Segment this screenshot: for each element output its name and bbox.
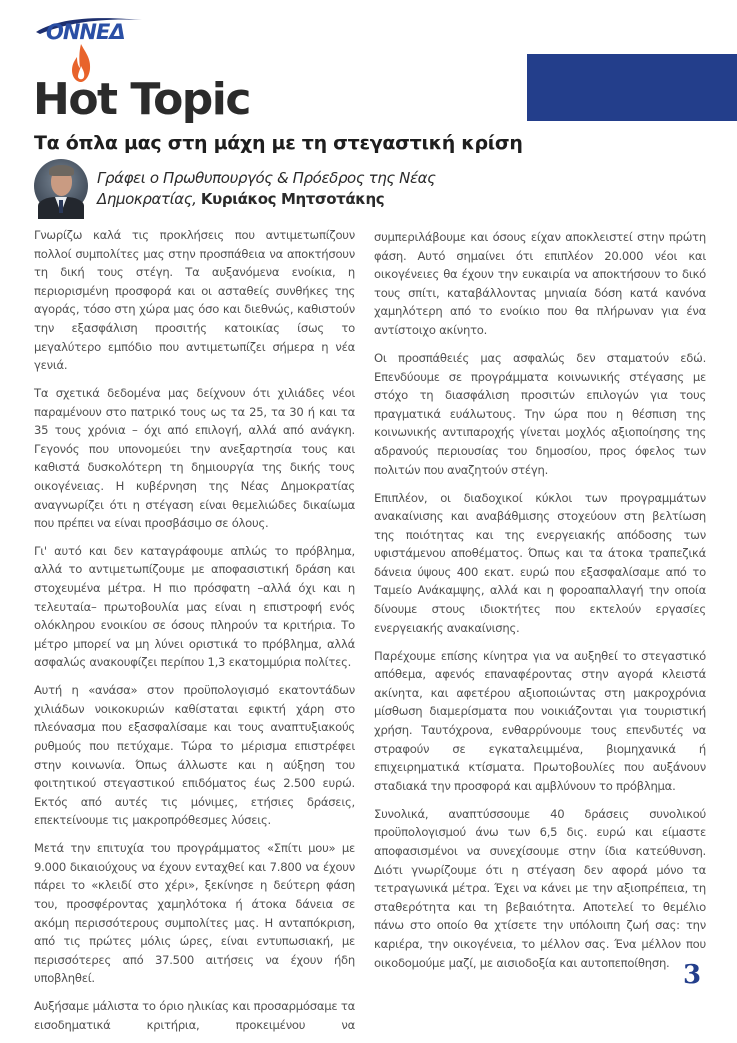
author-avatar: [34, 159, 88, 213]
paragraph: Γνωρίζω καλά τις προκλήσεις που αντιμετωπίζουν πολλοί συμπολίτες μας στην προσπάθεια να αποκτήσουν τη δική τους στέγη. Τα αυξανόμενα ενοίκια, η περιορισμένη προσφορά και οι ασταθείς συνθήκες της αγοράς, τόσο στη χώρα μας όσο και διεθνώς, καθιστούν την εξασφάλιση προσιτής κατοικίας ίσως το μεγαλύτερο εμπόδιο που αντιμετωπίζει σήμερα η νέα γενιά.: [34, 228, 355, 373]
svg-text:ΟΝΝΕΔ: ΟΝΝΕΔ: [46, 20, 125, 44]
page-number: 3: [683, 960, 702, 990]
accent-bar: [527, 54, 737, 121]
paragraph: Αυξήσαμε μάλιστα το όριο ηλικίας και προσαρμόσαμε τα εισοδηματικά κριτήρια, προκειμένου να: [34, 999, 355, 1032]
article-headline: Τα όπλα μας στη μάχη με τη στεγαστική κρίση: [34, 132, 523, 154]
article-column-right: [374, 228, 706, 982]
byline-line-2: [97, 189, 436, 210]
section-title: Hot Topic: [33, 74, 250, 125]
byline: [97, 168, 436, 210]
paragraph: Συνολικά, αναπτύσσουμε 40 δράσεις συνολικού προϋπολογισμού άνω των 6,5 δις. ευρώ και είμαστε αποφασισμένοι να συνεχίσουμε στην ίδια κατεύθυνση. Διότι γνωρίζουμε ότι η στέγαση δεν αφορά μόνο τα τετραγωνικά μέτρα. Έχει να κάνει με την αξιοπρέπεια, τη σταθερότητα και τη βεβαιότητα. Αποτελεί το θεμέλιο πάνω στο οποίο θα χτίσετε την υπόλοιπη ζωή σας: την καριέρα, την οικογένεια, το μέλλον σας. Ένα μέλλον που οικοδομούμε μαζί, με αισιοδοξία και αυτοπεποίθηση.: [374, 806, 706, 970]
byline-prefix: Δημοκρατίας,: [97, 190, 201, 208]
paragraph: Αυτή η «ανάσα» στον προϋπολογισμό εκατοντάδων χιλιάδων νοικοκυριών καθίσταται εφικτή χάρη στο πλεόνασμα που εξασφαλίσαμε και τους αναπτυξιακούς ρυθμούς που πετύχαμε. Τώρα το μέρισμα επιστρέφει στην κοινωνία. Όπως άλλωστε και η αύξηση του φοιτητικού στεγαστικού επιδόματος έως 2.500 ευρώ. Εκτός από αυτές τις μόνιμες, ετήσιες δράσεις, επεκτείνουμε τις μακροπρόθεσμες λύσεις.: [34, 683, 355, 828]
paragraph: Οι προσπάθειές μας ασφαλώς δεν σταματούν εδώ. Επενδύουμε σε προγράμματα κοινωνικής στέγασης με στόχο τη διασφάλιση προσιτών επιλογών για τους πραγματικά ευάλωτους. Την ώρα που η θέσπιση της κοινωνικής αντιπαροχής γίνεται μοχλός αξιοποίησης της αδρανούς περιουσίας του δημοσίου, προς όφελος των πολιτών που αναζητούν στέγη.: [374, 350, 706, 477]
paragraph: Γι' αυτό και δεν καταγράφουμε απλώς το πρόβλημα, αλλά το αντιμετωπίζουμε με αποφασιστική δράση και στοχευμένα μέτρα. Η πιο πρόσφατη –αλλά όχι και η τελευταία– πρωτοβουλία μας είναι η επιστροφή ενός ολόκληρου ενοικίου σε όσους πληρούν τα κριτήρια. Το μέτρο μπορεί να μη λύνει οριστικά το πρόβλημα, αλλά ασφαλώς ανακουφίζει περίπου 1,3 εκατομμύρια πολίτες.: [34, 543, 355, 670]
paragraph: Επιπλέον, οι διαδοχικοί κύκλοι των προγραμμάτων ανακαίνισης και αναβάθμισης στοχεύουν στη βελτίωση της ποιότητας και της ενεργειακής απόδοσης των υφιστάμενου αποθέματος. Όπως και τα άτοκα τραπεζικά δάνεια ύψους 400 εκατ. ευρώ που εξασφαλίσαμε από το Ταμείο Ανάκαμψης, αλλά και η φοροαπαλλαγή την οποία δίνουμε στους ιδιοκτήτες που εκτελούν εργασίες ενεργειακής ανακαίνισης.: [374, 490, 706, 635]
paragraph: Παρέχουμε επίσης κίνητρα για να αυξηθεί το στεγαστικό απόθεμα, αφενός επαναφέροντας στην αγορά κλειστά ακίνητα, και αφετέρου αξιοποιώντας στη μακροχρόνια μίσθωση διαμερίσματα που νοικιάζονται για τουριστική χρήση. Ταυτόχρονα, ενθαρρύνουμε τους επενδυτές να στραφούν σε εγκαταλειμμένα, βιομηχανικά ή επιχειρηματικά κτίσματα. Πρωτοβουλίες που αυξάνουν σταδιακά την προσφορά και αμβλύνουν το πρόβλημα.: [374, 648, 706, 793]
onned-logo: [34, 12, 146, 42]
author-name: Κυριάκος Μητσοτάκης: [200, 190, 385, 208]
byline-line-1: Γράφει ο Πρωθυπουργός & Πρόεδρος της Νέας: [97, 169, 436, 187]
article-column-left: [34, 226, 355, 1043]
paragraph: Μετά την επιτυχία του προγράμματος «Σπίτι μου» με 9.000 δικαιούχους να έχουν ενταχθεί και 7.800 να έχουν πάρει το «κλειδί στο χέρι», ξεκίνησε η δεύτερη φάση του, προσφέροντας χαμηλότοκα ή άτοκα δάνεια σε ακόμη περισσότερους συμπολίτες μας. Η ανταπόκριση, από τις πρώτες μόλις ώρες, είναι εντυπωσιακή, με περισσότερες από 37.500 αιτήσεις να έχουν ήδη υποβληθεί.: [34, 841, 355, 986]
paragraph: Τα σχετικά δεδομένα μας δείχνουν ότι χιλιάδες νέοι παραμένουν στο πατρικό τους ως τα 25, τα 30 ή και τα 35 τους χρόνια – όχι από επιλογή, αλλά από ανάγκη. Γεγονός που υπονομεύει την ανεξαρτησία τους και καθιστά δυσκολότερη τη δημιουργία της δικής τους οικογένειας. Η κυβέρνηση της Νέας Δημοκρατίας αναγνωρίζει ότι η στέγαση είναι θεμελιώδες δικαίωμα που πρέπει να είναι προσβάσιμο σε όλους.: [34, 385, 355, 531]
paragraph: συμπεριλάβουμε και όσους είχαν αποκλειστεί στην πρώτη φάση. Αυτό σημαίνει ότι επιπλέον 20.000 νέοι και οικογένειες θα έχουν την ευκαιρία να αποκτήσουν το δικό τους σπίτι, καταβάλλοντας μηνιαία δόση κατά κανόνα χαμηλότερη από το ενοίκιο που θα πλήρωναν για ένα αντίστοιχο ακίνητο.: [374, 230, 706, 337]
